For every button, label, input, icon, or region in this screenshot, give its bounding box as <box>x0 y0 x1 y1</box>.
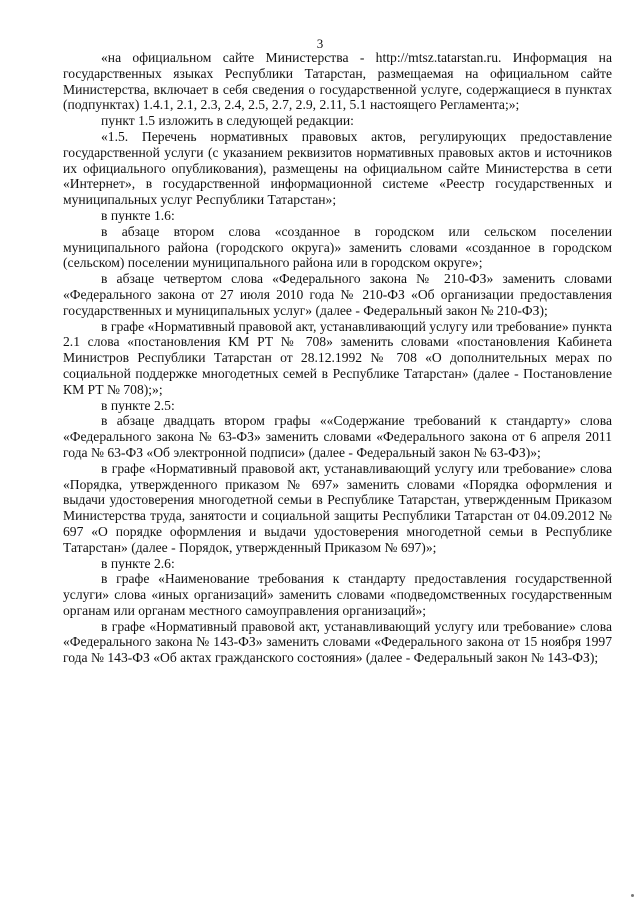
paragraph-point-2-6-name: в графе «Наименование требования к стандарту предоставления государственной услуги» слова «иных организаций» заменить словами «подведомственных государственным органам или органам местного самоуправления организаций»; <box>63 571 612 618</box>
paragraph-website-info: «на официальном сайте Министерства - http://mtsz.tatarstan.ru. Информация на государственных языках Республики Татарстан, размещаемая на официальном сайте Министерства, включает в себя сведения о государственной услуге, содержащиеся в пунктах (подпунктах) 1.4.1, 2.1, 2.3, 2.4, 2.5, 2.7, 2.9, 2.11, 5.1 настоящего Регламента;»; <box>63 50 612 113</box>
paragraph-point-1-6-intro: в пункте 1.6: <box>101 207 175 223</box>
paragraph-point-2-5-abz22: в абзаце двадцать втором графы ««Содержание требований к стандарту» слова «Федерального закона № 63-ФЗ» заменить словами «Федерального закона от 6 апреля 2011 года № 63-ФЗ «Об электронной подписи» (далее - Федеральный закон № 63-ФЗ)»; <box>63 413 612 460</box>
paragraph-point-1-5-intro: пункт 1.5 изложить в следующей редакции: <box>101 113 354 129</box>
paragraph-point-1-6-abz2: в абзаце втором слова «созданное в городском или сельском поселении муниципального района (городского округа)» заменить словами «созданное в городском (сельском) поселении муниципального района или в городском округе»; <box>63 223 612 271</box>
paragraph-point-1-5-text: «1.5. Перечень нормативных правовых актов, регулирующих предоставление государственной услуги (с указанием реквизитов нормативных правовых актов и источников их официального опубликования), размещены на официальном сайте Министерства в сети «Интернет», в государственной информационной системе «Реестр государственных и муниципальных услуг Республики Татарстан»; <box>63 128 612 208</box>
paragraph-point-1-6-abz4: в абзаце четвертом слова «Федерального закона № 210-ФЗ» заменить словами «Федерального закона от 27 июля 2010 года № 210-ФЗ «Об организации предоставления государственных и муниципальных услуг» (далее - Федеральный закон № 210-ФЗ); <box>63 271 612 318</box>
paragraph-point-2-5-intro: в пункте 2.5: <box>101 397 175 413</box>
scan-speck <box>631 894 634 897</box>
page-number: 3 <box>316 36 324 51</box>
paragraph-point-2-6-intro: в пункте 2.6: <box>101 555 175 571</box>
paragraph-point-2-5-graph: в графе «Нормативный правовой акт, устанавливающий услугу или требование» слова «Порядка, утвержденного приказом № 697» заменить словами «Порядка оформления и выдачи удостоверения многодетной семьи в Республике Татарстан, утвержденным Приказом Министерства труда, занятости и социальной защиты Республики Татарстан от 04.09.2012 № 697 «О порядке оформления и выдачи удостоверения многодетной семьи в Республике Татарстан» (далее - Порядок, утвержденный Приказом № 697)»; <box>63 460 612 555</box>
document-body <box>63 50 612 666</box>
paragraph-point-2-1: в графе «Нормативный правовой акт, устанавливающий услугу или требование» пункта 2.1 слова «постановления КМ РТ № 708» заменить словами «постановления Кабинета Министров Республики Татарстан от 28.12.1992 № 708 «О дополнительных мерах по социальной поддержке многодетных семей в Республике Татарстан» (далее - Постановление КМ РТ № 708);»; <box>63 318 612 397</box>
paragraph-point-2-6-npa: в графе «Нормативный правовой акт, устанавливающий услугу или требование» слова «Федерального закона № 143-ФЗ» заменить словами «Федерального закона от 15 ноября 1997 года № 143-ФЗ «Об актах гражданского состояния» (далее - Федеральный закон № 143-ФЗ); <box>63 618 612 666</box>
